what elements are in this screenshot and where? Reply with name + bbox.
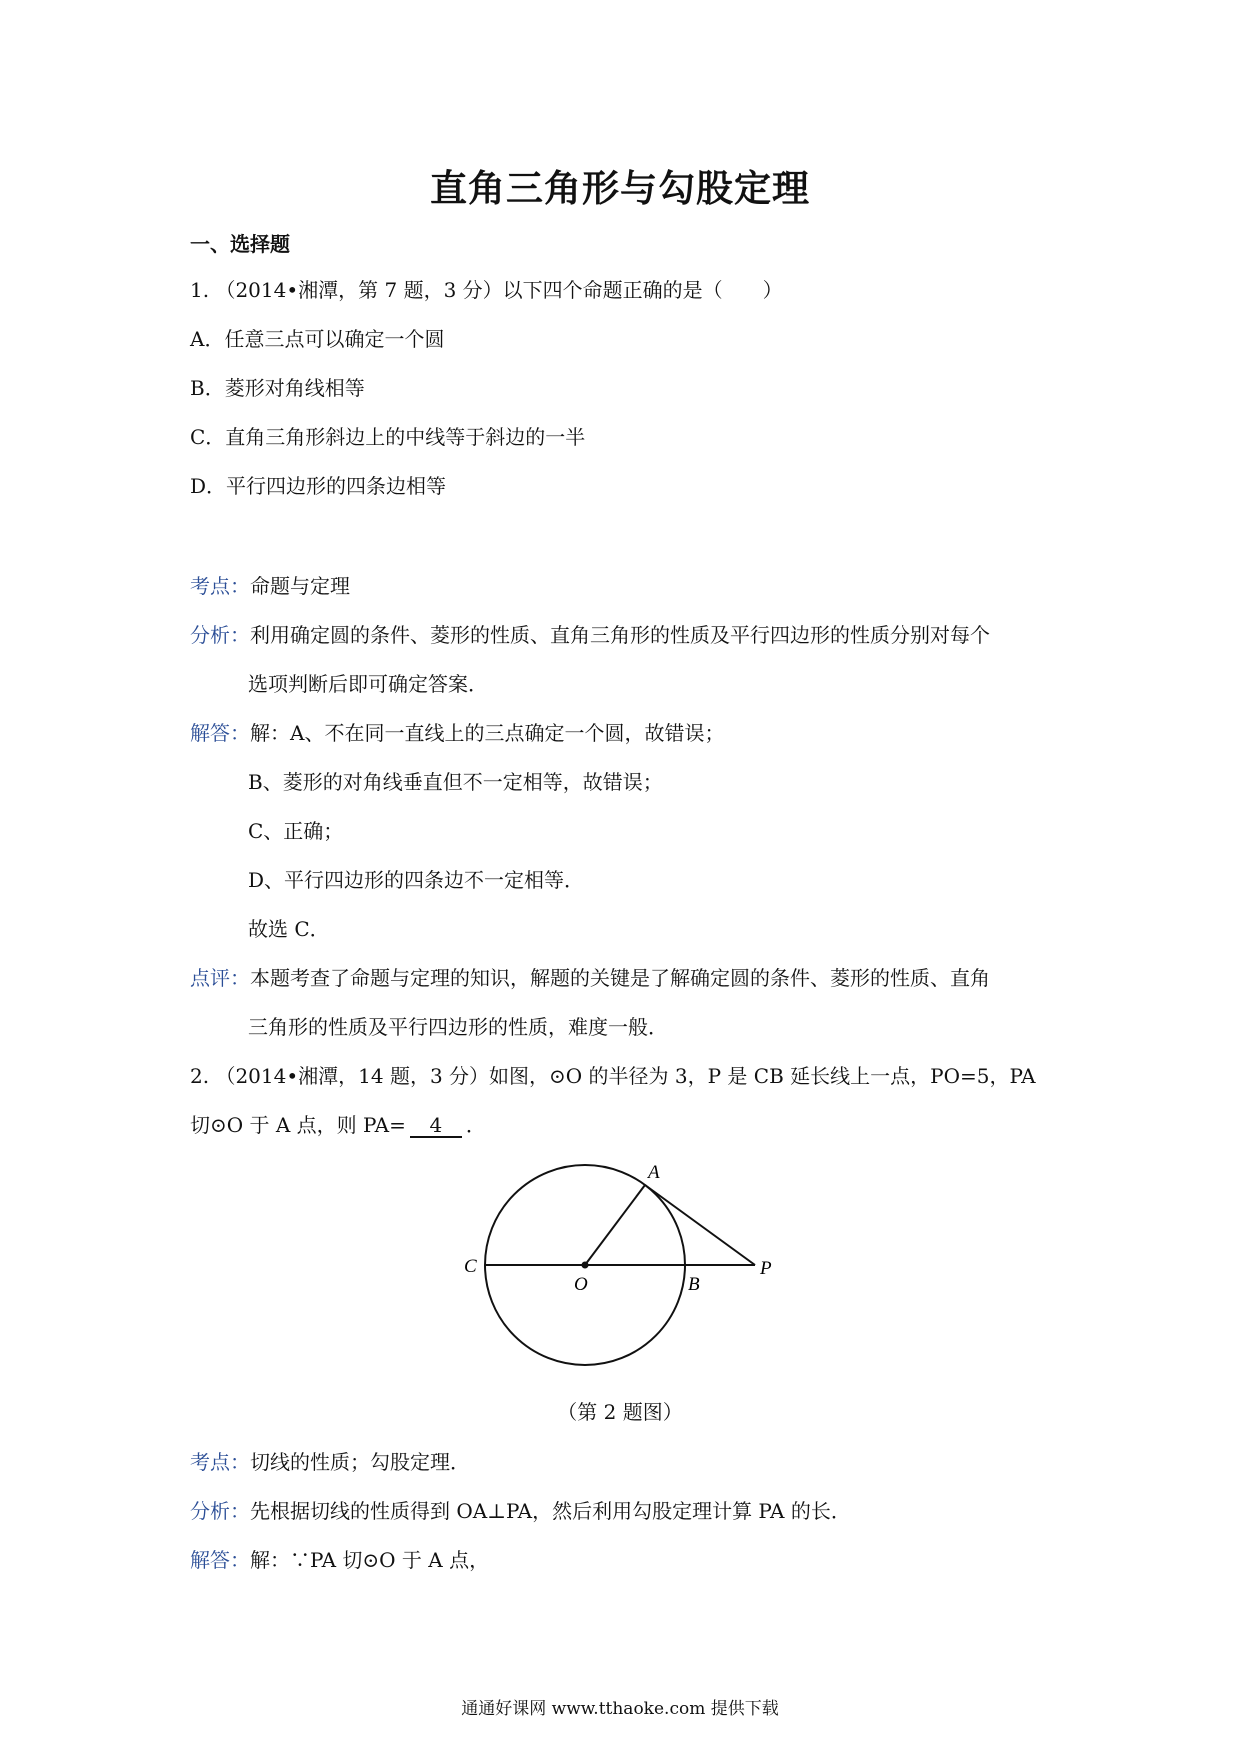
q1-jieda-d: D、平行四边形的四条边不一定相等． [248,868,585,892]
figure-caption: （第 2 题图） [557,1400,683,1424]
dianping-label: 点评： [190,966,250,990]
question-1-stem: 1. （2014•湘潭，第 7 题，3 分）以下四个命题正确的是（ ） [190,278,783,302]
label-p: P [760,1258,772,1279]
label-a: A [648,1162,660,1183]
q1-dianping-cont: 三角形的性质及平行四边形的性质，难度一般． [248,1015,668,1039]
label-o: O [574,1274,588,1295]
stem-end: ． [465,1113,486,1137]
q1-fenxi [190,621,990,649]
question-2-stem: 2. （2014•湘潭，14 题，3 分）如图，⊙O 的半径为 3，P 是 CB 延长线上一点，PO=5，PA [190,1064,1036,1088]
tangent-pa [645,1185,755,1265]
q1-kaodian [190,572,350,600]
q1-jieda-b: B、菱形的对角线垂直但不一定相等，故错误； [248,770,663,794]
page-title: 直角三角形与勾股定理 [430,167,810,210]
q1-jieda-c: C、正确； [248,819,344,843]
jieda-label: 解答： [190,1548,250,1572]
q1-jieda-answer: 故选 C． [248,917,330,941]
kaodian-label: 考点： [190,1450,250,1474]
option-b: B．菱形对角线相等 [190,376,365,400]
kaodian-label: 考点： [190,574,250,598]
dianping-text: 本题考查了命题与定理的知识，解题的关键是了解确定圆的条件、菱形的性质、直角 [250,966,990,990]
option-d: D．平行四边形的四条边相等 [190,474,447,498]
kaodian-text: 切线的性质；勾股定理． [250,1450,470,1474]
option-c: C．直角三角形斜边上的中线等于斜边的一半 [190,425,586,449]
kaodian-text: 命题与定理 [250,574,350,598]
q2-fenxi [190,1497,851,1525]
q2-kaodian [190,1448,470,1476]
q1-jieda [190,719,724,747]
q2-jieda [190,1546,489,1574]
label-b: B [688,1274,700,1295]
center-point [582,1262,589,1269]
fenxi-text: 先根据切线的性质得到 OA⊥PA，然后利用勾股定理计算 PA 的长． [250,1499,851,1523]
fenxi-label: 分析： [190,623,250,647]
label-c: C [464,1256,477,1277]
section-heading: 一、选择题 [190,232,290,256]
jieda-label: 解答： [190,721,250,745]
stem-text: 切⊙O 于 A 点，则 PA= [190,1113,406,1137]
radius-oa [585,1185,645,1265]
answer-blank: 4 [410,1114,462,1138]
circle-tangent-figure [460,1150,800,1400]
question-2-stem-cont [190,1111,486,1139]
fenxi-text: 利用确定圆的条件、菱形的性质、直角三角形的性质及平行四边形的性质分别对每个 [250,623,990,647]
page-footer: 通通好课网 www.tthaoke.com 提供下载 [461,1699,779,1719]
q1-dianping [190,964,990,992]
q1-fenxi-cont: 选项判断后即可确定答案． [248,672,488,696]
jieda-text: 解：A、不在同一直线上的三点确定一个圆，故错误； [250,721,725,745]
option-a: A．任意三点可以确定一个圆 [190,327,445,351]
jieda-text: 解：∵PA 切⊙O 于 A 点， [250,1548,490,1572]
fenxi-label: 分析： [190,1499,250,1523]
